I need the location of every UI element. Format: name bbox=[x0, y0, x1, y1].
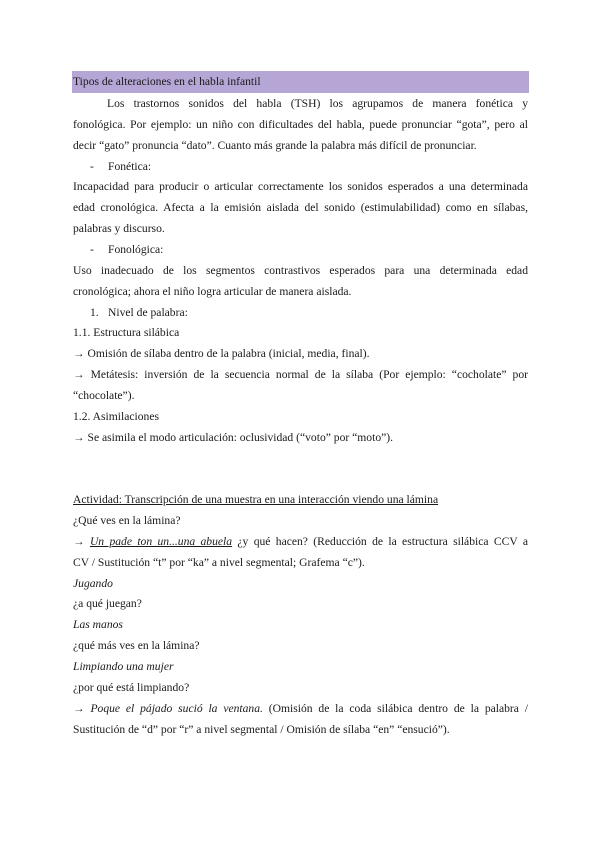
child-utterance: Poque el pájado sució la ventana. bbox=[90, 702, 263, 715]
activity-title: Actividad: Transcripción de una muestra en una interacción viendo una lámina bbox=[73, 493, 439, 506]
question-2: ¿a qué juegan? bbox=[73, 597, 142, 610]
child-response-1: Jugando bbox=[73, 577, 113, 590]
list-number: 1. bbox=[90, 306, 99, 319]
child-utterance: Un pade ton un...una abuela bbox=[89, 535, 233, 548]
fonetica-label: Fonética: bbox=[108, 160, 152, 173]
fonetica-line-3: palabras y discurso. bbox=[73, 222, 165, 235]
fonologica-label: Fonológica: bbox=[108, 243, 164, 256]
intro-line-3: decir “gato” pronuncia “dato”. Cuanto más grande la palabra más difícil de pronunciar. bbox=[73, 139, 477, 152]
estructura-line-3: “chocolate”). bbox=[73, 389, 135, 402]
fonologica-line-1: Uso inadecuado de los segmentos contrastivos esperados para una determinada edad bbox=[73, 264, 528, 277]
answer-1-comment: ¿y qué hacen? (Reducción de la estructura silábica CCV a bbox=[232, 535, 528, 548]
intro-line-1: Los trastornos sonidos del habla (TSH) los agrupamos de manera fonética y bbox=[107, 97, 528, 110]
nivel-label: Nivel de palabra: bbox=[108, 306, 188, 319]
question-3: ¿qué más ves en la lámina? bbox=[73, 639, 200, 652]
estructura-line-2: → Metátesis: inversión de la secuencia normal de la sílaba (Por ejemplo: “cocholate” por bbox=[73, 368, 528, 381]
intro-line-2: fonológica. Por ejemplo: un niño con dificultades del habla, puede pronunciar “gota”, pero al bbox=[73, 118, 528, 131]
asimilaciones-line-1: → Se asimila el modo articulación: oclusividad (“voto” por “moto”). bbox=[73, 431, 394, 444]
answer-2-line-2: Sustitución de “d” por “r” a nivel segmental / Omisión de sílaba “en” “ensució”). bbox=[73, 723, 450, 736]
answer-1-line-2: CV / Sustitución “t” por “ka” a nivel segmental; Grafema “c”). bbox=[73, 556, 365, 569]
section-title: Tipos de alteraciones en el habla infantil bbox=[73, 75, 261, 88]
arrow: → bbox=[73, 535, 85, 548]
sub-heading-estructura: 1.1. Estructura silábica bbox=[73, 326, 180, 339]
sub-heading-asimilaciones: 1.2. Asimilaciones bbox=[73, 410, 159, 423]
estructura-line-1: → Omisión de sílaba dentro de la palabra (inicial, media, final). bbox=[73, 347, 370, 360]
arrow: → bbox=[73, 702, 85, 715]
answer-2-comment: (Omisión de la coda silábica dentro de la palabra / bbox=[262, 702, 528, 715]
fonetica-line-1: Incapacidad para producir o articular correctamente los sonidos esperados a una determinada bbox=[73, 180, 528, 193]
fonetica-line-2: edad cronológica. Afecta a la emisión aislada del sonido (estimulabilidad) como en sílabas, bbox=[73, 201, 528, 214]
child-response-2: Las manos bbox=[73, 618, 123, 631]
question-4: ¿por qué está limpiando? bbox=[73, 681, 190, 694]
question-1: ¿Qué ves en la lámina? bbox=[73, 514, 181, 527]
fonologica-line-2: cronológica; ahora el niño logra articular de manera aislada. bbox=[73, 285, 352, 298]
list-bullet: - bbox=[90, 243, 94, 256]
child-response-3: Limpiando una mujer bbox=[73, 660, 174, 673]
answer-1-line-1 bbox=[73, 532, 528, 552]
list-bullet: - bbox=[90, 160, 94, 173]
answer-2-line-1 bbox=[73, 699, 528, 719]
